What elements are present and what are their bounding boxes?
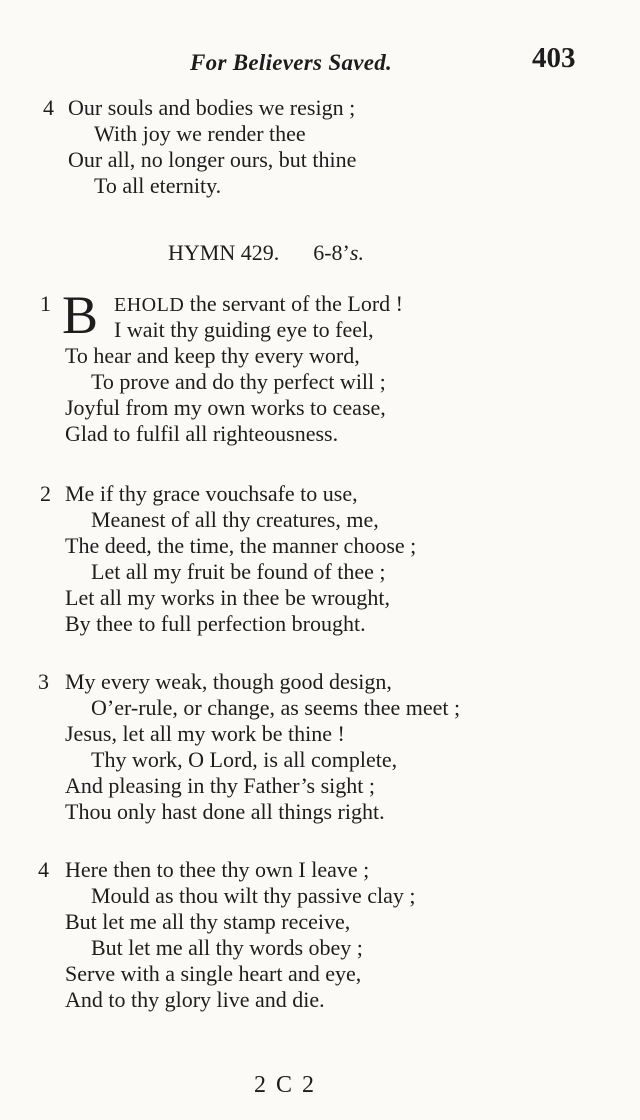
verse-line: EHOLD the servant of the Lord ! [114,291,403,316]
verse-line: And to thy glory live and die. [65,987,325,1012]
verse-line: But let me all thy stamp receive, [65,909,351,934]
stanza-number: 4 [43,95,54,120]
verse-line: And pleasing in thy Father’s sight ; [65,773,376,798]
verse-line: Joyful from my own works to cease, [65,395,386,420]
verse-line: By thee to full perfection brought. [65,611,366,636]
verse-line: The deed, the time, the manner choose ; [65,533,417,558]
verse-line: Thou only hast done all things right. [65,799,385,824]
running-head [0,42,640,80]
verse-line: My every weak, though good design, [65,669,392,694]
page-number: 403 [532,42,576,74]
verse-line: Our souls and bodies we resign ; [68,95,356,120]
verse-line: To prove and do thy perfect will ; [91,369,386,394]
verse-line: Our all, no longer ours, but thine [68,147,357,172]
verse-line: Serve with a single heart and eye, [65,961,362,986]
verse-line: With joy we render thee [94,121,306,146]
verse-line: To hear and keep thy every word, [65,343,360,368]
verse-line: Thy work, O Lord, is all complete, [91,747,398,772]
verse-line: Let all my fruit be found of thee ; [91,559,386,584]
verse-line: Meanest of all thy creatures, me, [91,507,379,532]
verse-line: Mould as thou wilt thy passive clay ; [91,883,416,908]
verse-line: Here then to thee thy own I leave ; [65,857,370,882]
signature-mark: 2 C 2 [254,1072,317,1098]
running-title: For Believers Saved. [190,50,393,75]
hymn-title [168,240,364,266]
verse-line: But let me all thy words obey ; [91,935,363,960]
verse-line: Jesus, let all my work be thine ! [65,721,345,746]
verse-line: Me if thy grace vouchsafe to use, [65,481,358,506]
verse-line: I wait thy guiding eye to feel, [114,317,374,342]
verse-line: Glad to fulfil all righteousness. [65,421,339,446]
stanza-number: 2 [40,481,51,506]
verse-line: O’er-rule, or change, as seems thee meet ; [91,695,461,720]
stanza-number: 1 [40,291,51,316]
hymn-meter: 6-8’s. [313,240,364,265]
drop-cap: B [62,285,99,345]
verse-line: To all eternity. [94,173,222,198]
verse-line: Let all my works in thee be wrought, [65,585,391,610]
stanza-number: 3 [38,669,49,694]
stanza-number: 4 [38,857,49,882]
hymn-number: HYMN 429. [168,240,280,265]
